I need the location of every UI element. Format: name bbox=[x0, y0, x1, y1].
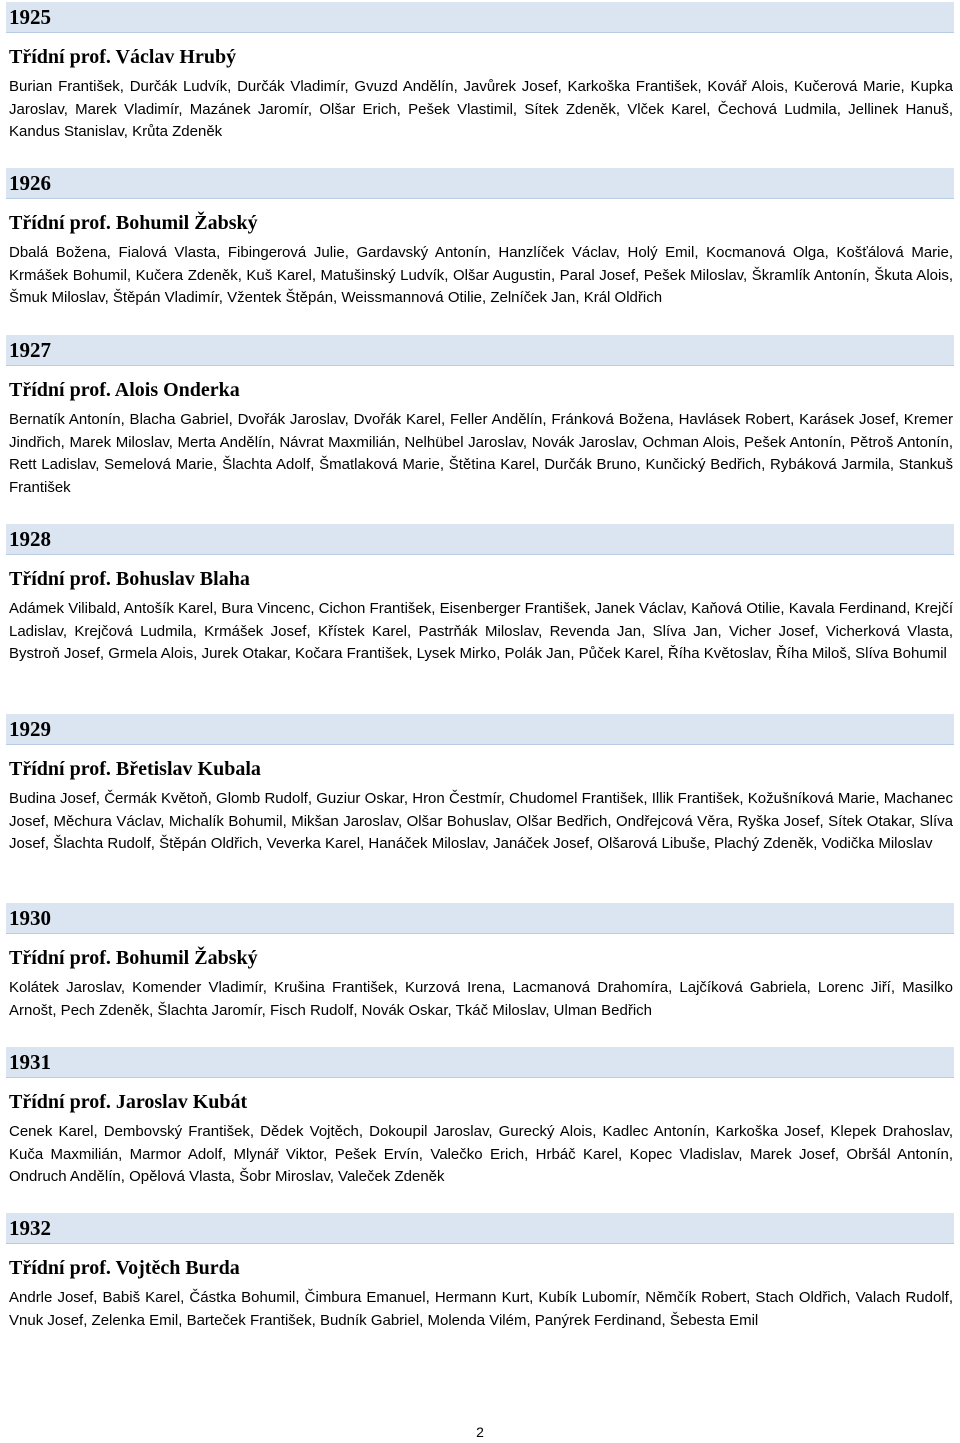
year-heading-bar bbox=[6, 168, 954, 199]
class-section-1930 bbox=[6, 903, 954, 1022]
year-heading-bar bbox=[6, 1213, 954, 1244]
year-heading: 1928 bbox=[9, 526, 51, 551]
class-section-1929 bbox=[6, 714, 954, 856]
year-heading-bar bbox=[6, 714, 954, 745]
class-teacher-heading: Třídní prof. Jaroslav Kubát bbox=[9, 1091, 248, 1113]
student-list: Budina Josef, Čermák Květoň, Glomb Rudolf, Guziur Oskar, Hron Čestmír, Chudomel František, Illik František, Kožušníková Marie, Machanec Josef, Měchura Václav, Michalík Bohumil, Mikšan Jaroslav, Olšar Bohuslav, Olšar Bedřich, Ondřejcová Věra, Ryška Josef, Sítek Otakar, Slíva Josef, Šlachta Rudolf, Štěpán Oldřich, Veverka Karel, Hanáček Miloslav, Janáček Josef, Olšarová Libuše, Plachý Zdeněk, Vodička Miloslav bbox=[9, 790, 953, 853]
student-list: Adámek Vilibald, Antošík Karel, Bura Vincenc, Cichon František, Eisenberger František, Janek Václav, Kaňová Otilie, Kavala Ferdinand, Krejčí Ladislav, Krejčová Ludmila, Krmášek Josef, Křístek Karel, Pastrňák Miloslav, Revenda Jan, Slíva Jan, Vicher Josef, Vicherková Vlasta, Bystroň Josef, Grmela Alois, Jurek Otakar, Kočara František, Lysek Mirko, Polák Jan, Půček Karel, Říha Květoslav, Říha Miloš, Slíva Bohumil bbox=[9, 600, 953, 663]
year-heading-bar bbox=[6, 903, 954, 934]
year-heading: 1929 bbox=[9, 716, 51, 741]
student-list: Burian František, Durčák Ludvík, Durčák Vladimír, Gvuzd Andělín, Javůrek Josef, Karkoška František, Kovář Alois, Kučerová Marie, Kupka Jaroslav, Marek Vladimír, Mazánek Jaromír, Olšar Erich, Pešek Vlastimil, Sítek Zdeněk, Vlček Karel, Čechová Ludmila, Jellinek Hanuš, Kandus Stanislav, Krůta Zdeněk bbox=[9, 78, 953, 141]
class-teacher-heading: Třídní prof. Bohuslav Blaha bbox=[9, 568, 250, 590]
student-list: Kolátek Jaroslav, Komender Vladimír, Krušina František, Kurzová Irena, Lacmanová Drahomíra, Lajčíková Gabriela, Lorenc Jiří, Masilko Arnošt, Pech Zdeněk, Šlachta Jaromír, Fisch Rudolf, Novák Oskar, Tkáč Miloslav, Ulman Bedřich bbox=[9, 979, 953, 1019]
student-list: Cenek Karel, Dembovský František, Dědek Vojtěch, Dokoupil Jaroslav, Gurecký Alois, Kadlec Antonín, Karkoška Josef, Klepek Drahoslav, Kuča Maxmilián, Marmor Adolf, Mlynář Viktor, Pešek Ervín, Valečko Erich, Hrbáč Karel, Kopec Vladislav, Marek Josef, Obršál Antonín, Ondruch Andělín, Opělová Vlasta, Šobr Miroslav, Valeček Zdeněk bbox=[9, 1123, 953, 1186]
year-heading: 1932 bbox=[9, 1215, 51, 1240]
class-section-1932 bbox=[6, 1213, 954, 1332]
year-heading-bar bbox=[6, 1047, 954, 1078]
class-teacher-heading: Třídní prof. Vojtěch Burda bbox=[9, 1257, 240, 1279]
class-section-1925 bbox=[6, 2, 954, 144]
class-teacher-heading: Třídní prof. Bohumil Žabský bbox=[9, 212, 258, 234]
year-heading: 1927 bbox=[9, 337, 51, 362]
class-teacher-heading: Třídní prof. Břetislav Kubala bbox=[9, 758, 261, 780]
student-list: Bernatík Antonín, Blacha Gabriel, Dvořák Jaroslav, Dvořák Karel, Feller Andělín, Fránková Božena, Havlásek Robert, Karásek Josef, Kremer Jindřich, Marek Miloslav, Merta Andělín, Návrat Maxmilián, Nelhübel Jaroslav, Novák Jaroslav, Ochman Alois, Pešek Antonín, Pětroš Antonín, Rett Ladislav, Semelová Marie, Šlachta Adolf, Šmatlaková Marie, Štětina Karel, Durčák Bruno, Kunčický Bedřich, Rybáková Jarmila, Stankuš František bbox=[9, 411, 953, 496]
year-heading-bar bbox=[6, 2, 954, 33]
class-section-1928 bbox=[6, 524, 954, 666]
year-heading: 1925 bbox=[9, 4, 51, 29]
year-heading: 1930 bbox=[9, 905, 51, 930]
year-heading: 1926 bbox=[9, 170, 51, 195]
class-section-1931 bbox=[6, 1047, 954, 1189]
student-list: Dbalá Božena, Fialová Vlasta, Fibingerová Julie, Gardavský Antonín, Hanzlíček Václav, Holý Emil, Kocmanová Olga, Košťálová Marie, Krmášek Bohumil, Kučera Zdeněk, Kuš Karel, Matušinský Ludvík, Olšar Augustin, Paral Josef, Pešek Miloslav, Škramlík Antonín, Škuta Alois, Šmuk Miloslav, Štěpán Vladimír, Vžentek Štěpán, Weissmannová Otilie, Zelníček Jan, Král Oldřich bbox=[9, 244, 953, 307]
page-number: 2 bbox=[476, 1424, 484, 1440]
class-teacher-heading: Třídní prof. Václav Hrubý bbox=[9, 46, 237, 68]
year-heading-bar bbox=[6, 335, 954, 366]
year-heading-bar bbox=[6, 524, 954, 555]
class-teacher-heading: Třídní prof. Bohumil Žabský bbox=[9, 947, 258, 969]
year-heading: 1931 bbox=[9, 1049, 51, 1074]
class-teacher-heading: Třídní prof. Alois Onderka bbox=[9, 379, 240, 401]
class-section-1927 bbox=[6, 335, 954, 499]
class-section-1926 bbox=[6, 168, 954, 310]
student-list: Andrle Josef, Babiš Karel, Částka Bohumil, Čimbura Emanuel, Hermann Kurt, Kubík Lubomír, Němčík Robert, Stach Oldřich, Valach Rudolf, Vnuk Josef, Zelenka Emil, Barteček František, Budník Gabriel, Molenda Vilém, Panýrek Ferdinand, Šebesta Emil bbox=[9, 1289, 953, 1329]
